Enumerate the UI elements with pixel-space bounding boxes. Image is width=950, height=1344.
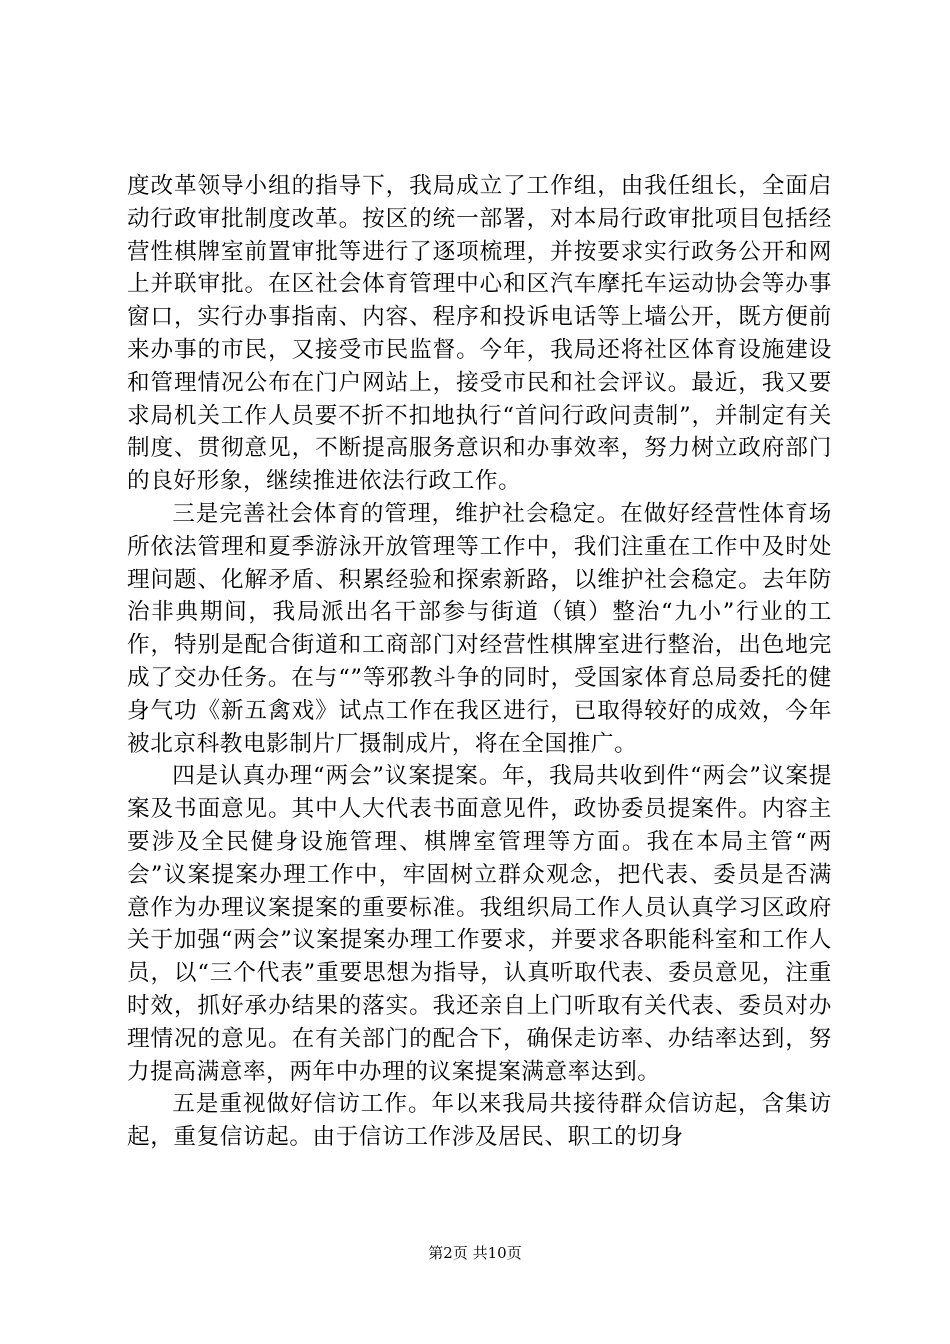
paragraph-continued: 度改革领导小组的指导下，我局成立了工作组，由我任组长，全面启动行政审批制度改革。按区的统一部署，对本局行政审批项目包括经营性棋牌室前置审批等进行了逐项梳理，并按要求实行政务公开和网上并联审批。在区社会体育管理中心和区汽车摩托车运动协会等办事窗口，实行办事指南、内容、程序和投诉电话等上墙公开，既方便前来办事的市民，又接受市民监督。今年，我局还将社区体育设施建设和管理情况公布在门户网站上，接受市民和社会评议。最近，我又要求局机关工作人员要不折不扣地执行“首问行政问责制”，并制定有关制度、贯彻意见，不断提高服务意识和办事效率，努力树立政府部门的良好形象，继续推进依法行政工作。 (127, 173, 832, 495)
paragraph-two-sessions-proposals: 四是认真办理“两会”议案提案。年，我局共收到件“两会”议案提案及书面意见。其中人大代表书面意见件，政协委员提案件。内容主要涉及全民健身设施管理、棋牌室管理等方面。我在本局主管“两会”议案提案办理工作中，牢固树立群众观念，把代表、委员是否满意作为办理议案提案的重要标准。我组织局工作人员认真学习区政府关于加强“两会”议案提案办理工作要求，并要求各职能科室和工作人员，以“三个代表”重要思想为指导，认真听取代表、委员意见，注重时效，抓好承办结果的落实。我还亲自上门听取有关代表、委员对办理情况的意见。在有关部门的配合下，确保走访率、办结率达到，努力提高满意率，两年中办理的议案提案满意率达到。 (127, 763, 832, 1085)
paragraph-social-sports-management: 三是完善社会体育的管理，维护社会稳定。在做好经营性体育场所依法管理和夏季游泳开放管理等工作中，我们注重在工作中及时处理问题、化解矛盾、积累经验和探索新路，以维护社会稳定。去年防治非典期间，我局派出名干部参与街道（镇）整治“九小”行业的工作，特别是配合街道和工商部门对经营性棋牌室进行整治，出色地完成了交办任务。在与“”等邪教斗争的同时，受国家体育总局委托的健身气功《新五禽戏》试点工作在我区进行，已取得较好的成效，今年被北京科教电影制片厂摄制成片，将在全国推广。 (127, 500, 832, 757)
document-body (127, 170, 832, 1154)
paragraph-petition-work: 五是重视做好信访工作。年以来我局共接待群众信访起，含集访起，重复信访起。由于信访工作涉及居民、职工的切身 (127, 1091, 832, 1151)
page-footer: 第2页 共10页 (428, 1244, 522, 1262)
